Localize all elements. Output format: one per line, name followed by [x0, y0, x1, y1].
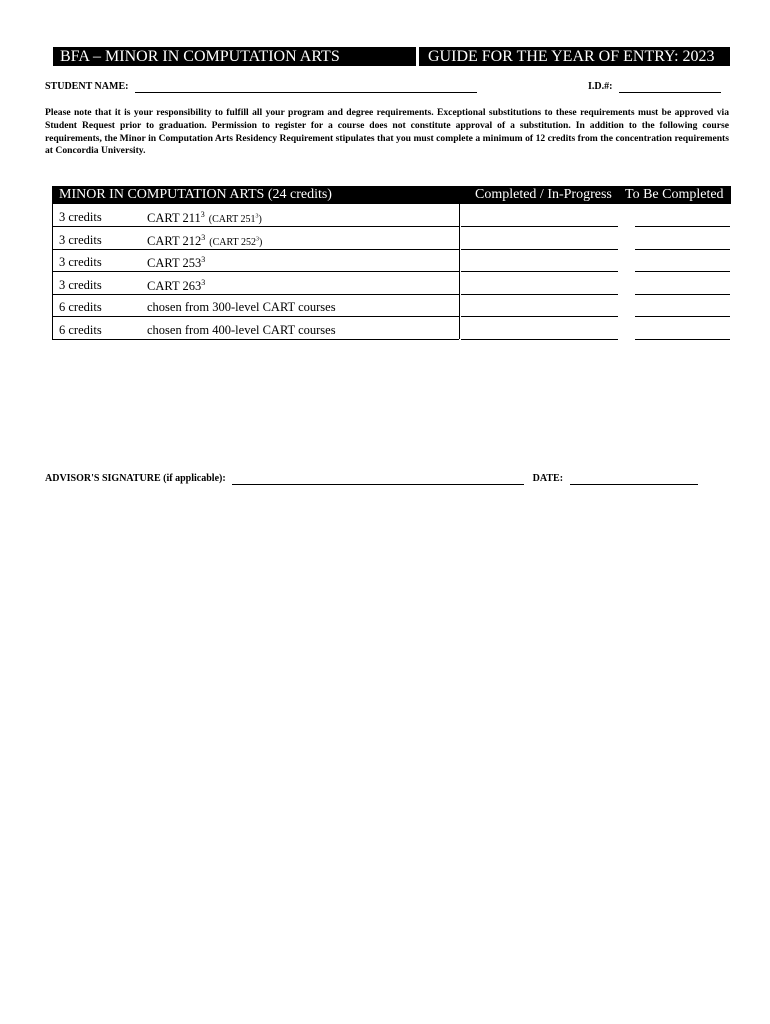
- completed-blank[interactable]: [461, 271, 618, 272]
- course-code: CART 253: [147, 256, 202, 271]
- student-name-field[interactable]: [135, 81, 477, 93]
- completed-blank[interactable]: [461, 339, 618, 340]
- alternate-course-footnote: 3: [255, 213, 259, 220]
- to-be-completed-blank[interactable]: [635, 294, 730, 295]
- to-be-completed-blank[interactable]: [635, 271, 730, 272]
- requirement-row: [52, 205, 459, 227]
- course-code: CART 212: [147, 234, 202, 249]
- date-field[interactable]: [570, 473, 698, 485]
- requirement-course: [147, 255, 205, 271]
- course-footnote: 3: [201, 278, 206, 287]
- requirement-course: [147, 323, 336, 338]
- completed-blank[interactable]: [461, 294, 618, 295]
- requirement-course: [147, 300, 336, 315]
- advisor-signature-field[interactable]: [232, 473, 524, 485]
- alternate-course: [209, 237, 262, 248]
- guide-year-banner: [419, 47, 730, 66]
- to-be-completed-blank[interactable]: [635, 316, 730, 317]
- completed-blank[interactable]: [461, 249, 618, 250]
- course-code: CART 263: [147, 279, 202, 294]
- requirement-row: [52, 250, 459, 272]
- requirement-credits: 3 credits: [59, 255, 102, 269]
- student-name-row: [45, 81, 477, 93]
- requirement-credits: 3 credits: [59, 210, 102, 224]
- column-completed: Completed / In-Progress: [475, 187, 612, 202]
- alternate-course-code: (CART 252: [209, 237, 256, 249]
- requirement-credits: 6 credits: [59, 323, 102, 337]
- student-id-label: I.D.#:: [588, 81, 613, 92]
- requirements-header: [52, 186, 731, 204]
- program-title: BFA – MINOR IN COMPUTATION ARTS: [60, 48, 340, 65]
- student-id-field[interactable]: [619, 81, 721, 93]
- alternate-course-close: ): [258, 237, 263, 249]
- course-code: chosen from 400-level CART courses: [147, 323, 336, 337]
- course-footnote: 3: [200, 210, 205, 219]
- advisor-signature-row: [45, 473, 698, 485]
- completed-blank[interactable]: [461, 316, 618, 317]
- course-code: chosen from 300-level CART courses: [147, 300, 336, 314]
- date-label: DATE:: [532, 473, 564, 484]
- course-footnote: 3: [201, 255, 206, 264]
- responsibility-notice: Please note that it is your responsibility to fulfill all your program and degree requirements. Exceptional substitutions to these requirements must be approved via Student Request prior to graduation. Permission to register for a course does not constitute approval of a substitution. In addition to the following course requirements, the Minor in Computation Arts Residency Requirement stipulates that you must complete a minimum of 12 credits from the concentration requirements at Concordia University.: [45, 107, 729, 157]
- course-footnote: 3: [201, 233, 206, 242]
- requirement-course: [147, 210, 262, 226]
- course-code: CART 211: [147, 211, 201, 226]
- requirement-row: [52, 295, 459, 317]
- requirement-credits: 3 credits: [59, 233, 102, 247]
- requirements-title: MINOR IN COMPUTATION ARTS (24 credits): [59, 187, 332, 202]
- alternate-course-code: (CART 251: [208, 214, 256, 226]
- alternate-course: [209, 214, 262, 225]
- student-id-row: [588, 81, 721, 93]
- requirement-row: [52, 273, 459, 295]
- to-be-completed-blank[interactable]: [635, 339, 730, 340]
- alternate-course-footnote: 3: [255, 236, 259, 243]
- student-name-label: STUDENT NAME:: [45, 81, 129, 92]
- requirement-course: [147, 233, 262, 249]
- completed-blank[interactable]: [461, 226, 618, 227]
- requirement-credits: 3 credits: [59, 278, 102, 292]
- alternate-course-close: ): [258, 214, 262, 226]
- program-title-banner: [53, 47, 416, 66]
- requirement-course: [147, 278, 205, 294]
- to-be-completed-blank[interactable]: [635, 226, 730, 227]
- advisor-signature-label: ADVISOR'S SIGNATURE (if applicable):: [45, 473, 226, 484]
- guide-year-title: GUIDE FOR THE YEAR OF ENTRY: 2023: [428, 48, 715, 65]
- to-be-completed-blank[interactable]: [635, 249, 730, 250]
- requirements-divider: [459, 204, 460, 339]
- requirement-row: [52, 228, 459, 250]
- requirement-credits: 6 credits: [59, 300, 102, 314]
- requirement-row: [52, 318, 459, 340]
- column-to-be-completed: To Be Completed: [625, 187, 724, 202]
